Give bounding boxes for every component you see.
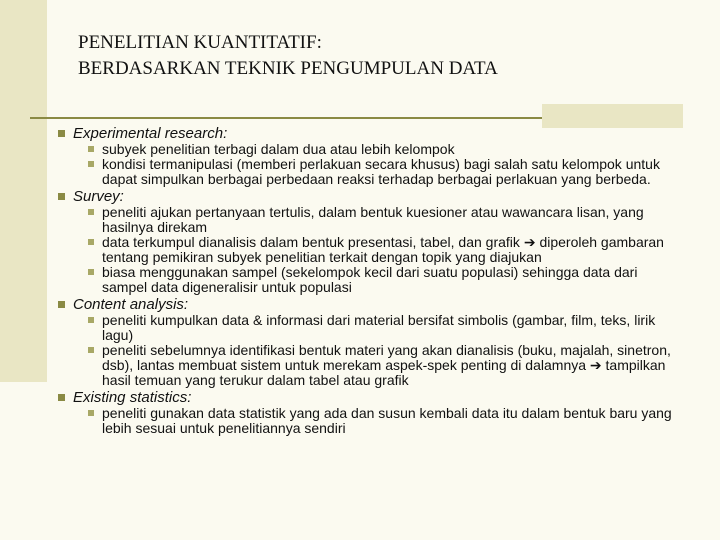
square-bullet-icon — [58, 394, 65, 401]
list-item: peneliti kumpulkan data & informasi dari material bersifat simbolis (gambar, film, teks, lirik lagu) — [102, 313, 686, 343]
list-item: peneliti gunakan data statistik yang ada dan susun kembali data itu dalam bentuk baru yang lebih sesuai untuk penelitiannya sendiri — [102, 406, 686, 436]
title-line-1: PENELITIAN KUANTITATIF: — [78, 32, 322, 53]
square-bullet-icon — [88, 146, 94, 152]
section-heading: Experimental research: — [73, 125, 228, 142]
list-item: biasa menggunakan sampel (sekelompok kecil dari suatu populasi) sehingga data dari sampel data digeneralisir untuk populasi — [102, 265, 686, 295]
square-bullet-icon — [88, 410, 94, 416]
square-bullet-icon — [88, 269, 94, 275]
list-item: peneliti ajukan pertanyaan tertulis, dalam bentuk kuesioner atau wawancara lisan, yang hasilnya direkam — [102, 205, 686, 235]
left-decorative-band — [0, 0, 47, 382]
section-heading: Existing statistics: — [73, 389, 192, 406]
square-bullet-icon — [88, 317, 94, 323]
list-item: subyek penelitian terbagi dalam dua atau lebih kelompok — [102, 142, 686, 157]
list-item: kondisi termanipulasi (memberi perlakuan secara khusus) bagi salah satu kelompok untuk dapat simpulkan berbagai perbedaan reaksi terhadap berbagai perlakuan yang berbeda. — [102, 157, 686, 187]
section-heading: Survey: — [73, 188, 124, 205]
square-bullet-icon — [88, 161, 94, 167]
square-bullet-icon — [58, 193, 65, 200]
slide-body — [56, 124, 716, 436]
square-bullet-icon — [58, 301, 65, 308]
section-content-analysis — [56, 296, 716, 313]
title-line-2: BERDASARKAN TEKNIK PENGUMPULAN DATA — [78, 58, 498, 79]
square-bullet-icon — [88, 209, 94, 215]
list-item: data terkumpul dianalisis dalam bentuk presentasi, tabel, dan grafik ➔ diperoleh gambaran tentang pemikiran subyek penelitian terkait dengan topik yang diajukan — [102, 235, 686, 265]
list-item: peneliti sebelumnya identifikasi bentuk materi yang akan dianalisis (buku, majalah, sinetron, dsb), lantas membuat sistem untuk merekam aspek-spek penting di dalamnya ➔ tampilkan hasil temuan yang terukur dalam tabel atau grafik — [102, 343, 686, 388]
square-bullet-icon — [88, 347, 94, 353]
square-bullet-icon — [88, 239, 94, 245]
section-heading: Content analysis: — [73, 296, 189, 313]
section-existing-statistics — [56, 389, 716, 406]
section-experimental-research — [56, 125, 716, 142]
square-bullet-icon — [58, 130, 65, 137]
arrow-right-icon: ➔ — [523, 234, 536, 250]
section-survey — [56, 188, 716, 205]
slide-title — [78, 30, 498, 82]
arrow-right-icon: ➔ — [589, 357, 602, 373]
